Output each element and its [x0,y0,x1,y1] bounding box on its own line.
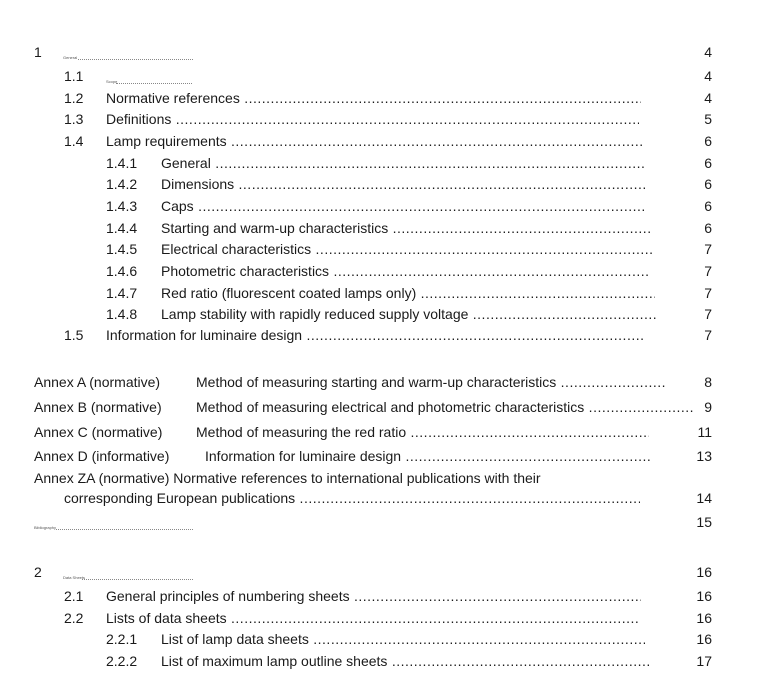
entry-number: 2.2.2 [106,653,138,669]
entry-page: 7 [704,327,712,343]
entry-number: 1.1 [64,68,84,84]
entry-number: 2.2.1 [106,631,138,647]
entry-page: 4 [704,68,712,84]
entry-number: 2.1 [64,588,84,604]
entry-page: 7 [704,241,712,257]
entry-number: 1.4.4 [106,220,138,236]
toc-entry-1-4-5[interactable] [0,239,761,259]
entry-title-small: Scope [106,79,118,84]
toc-entry-2-1[interactable] [0,586,761,606]
toc-entry-1-4[interactable] [0,131,761,151]
dot-leader [82,579,193,580]
entry-title: Photometric characteristics ..... [161,261,649,281]
entry-number: 2 [34,564,42,580]
annex-label: Annex D (informative) [34,448,170,464]
entry-page: 5 [704,111,712,127]
entry-number: 1.4.2 [106,176,138,192]
entry-number: 1.4 [64,133,84,149]
entry-title: General ..... [161,153,644,173]
entry-page: 7 [704,306,712,322]
entry-title: Dimensions ..... [161,174,647,194]
entry-page: 4 [704,44,712,60]
entry-number: 1.4.7 [106,285,138,301]
entry-page: 9 [704,399,712,415]
entry-title: Lamp requirements ..... [106,131,644,151]
toc-entry-section-2[interactable] [0,562,761,582]
dot-leader [56,529,193,530]
entry-title: Red ratio (fluorescent coated lamps only) ..... [161,283,655,303]
entry-title: Information for luminaire design ..... [106,325,644,345]
entry-page: 7 [704,285,712,301]
toc-entry-1-4-8[interactable] [0,304,761,324]
entry-page: 13 [696,448,712,464]
entry-page: 11 [697,424,712,440]
entry-title: Lamp stability with rapidly reduced supply voltage ..... [161,304,657,324]
toc-entry-annex-a[interactable] [0,372,761,392]
entry-page: 7 [704,263,712,279]
entry-title: Normative references ..... [106,88,641,108]
annex-label: Annex A (normative) [34,374,161,390]
toc-entry-2-2-2[interactable] [0,651,761,671]
entry-title: General principles of numbering sheets ..... [106,586,641,606]
toc-entry-section-1[interactable] [0,42,761,62]
entry-number: 1.2 [64,90,84,106]
toc-entry-1-4-4[interactable] [0,218,761,238]
entry-number: 1.4.3 [106,198,138,214]
entry-page: 6 [704,176,712,192]
entry-number: 1 [34,44,42,60]
entry-page: 6 [704,133,712,149]
entry-page: 15 [696,514,712,530]
annex-label: Annex C (normative) [34,424,163,440]
entry-title: Electrical characteristics ..... [161,239,654,259]
toc-entry-annex-za[interactable] [0,468,761,488]
entry-title: Method of measuring the red ratio ..... [196,422,649,442]
entry-page: 4 [704,90,712,106]
entry-page: 6 [704,220,712,236]
entry-title: Caps ..... [161,196,646,216]
entry-page: 16 [696,588,712,604]
entry-title-line1: Annex ZA (normative) Normative references to international publications with their [34,470,541,486]
entry-title-small: Data Sheets [63,575,86,580]
entry-title: Definitions ..... [106,109,639,129]
toc-entry-1-3[interactable] [0,109,761,129]
entry-page: 6 [704,155,712,171]
entry-title-small: General [63,55,78,60]
toc-entry-2-2[interactable] [0,608,761,628]
entry-page: 14 [696,490,712,506]
toc-entry-1-4-3[interactable] [0,196,761,216]
entry-page: 17 [696,653,712,669]
entry-number: 1.4.8 [106,306,138,322]
entry-number: 1.4.6 [106,263,138,279]
toc-entry-annex-b[interactable] [0,397,761,417]
entry-number: 1.4.5 [106,241,138,257]
entry-title: Method of measuring starting and warm-up characteristics ..... [196,372,665,392]
entry-title: Starting and warm-up characteristics ..... [161,218,652,238]
annex-label: Annex B (normative) [34,399,162,415]
toc-entry-1-5[interactable] [0,325,761,345]
entry-page: 16 [696,564,712,580]
toc-entry-1-4-7[interactable] [0,283,761,303]
entry-title: List of maximum lamp outline sheets ..... [161,651,649,671]
entry-title: Information for luminaire design ..... [205,446,652,466]
entry-title: List of lamp data sheets ..... [161,629,645,649]
toc-entry-annex-c[interactable] [0,422,761,442]
entry-number: 1.5 [64,327,84,343]
entry-page: 8 [704,374,712,390]
entry-title-small: Bibliography [34,525,57,530]
toc-entry-1-4-6[interactable] [0,261,761,281]
toc-entry-1-4-2[interactable] [0,174,761,194]
toc-entry-1-2[interactable] [0,88,761,108]
toc-entry-2-2-1[interactable] [0,629,761,649]
entry-page: 16 [696,610,712,626]
entry-page: 6 [704,198,712,214]
entry-number: 1.3 [64,111,84,127]
dot-leader [78,59,193,60]
entry-number: 1.4.1 [106,155,138,171]
entry-title: Lists of data sheets ..... [106,608,640,628]
entry-page: 16 [696,631,712,647]
toc-entry-bibliography[interactable] [0,512,761,532]
toc-entry-annex-za-cont[interactable] [0,488,761,508]
toc-entry-1-1[interactable] [0,66,761,86]
toc-entry-1-4-1[interactable] [0,153,761,173]
entry-number: 2.2 [64,610,84,626]
toc-entry-annex-d[interactable] [0,446,761,466]
dot-leader [116,83,192,84]
entry-title-line2: corresponding European publications ..... [64,488,640,508]
entry-title: Method of measuring electrical and photometric characteristics ..... [196,397,693,417]
